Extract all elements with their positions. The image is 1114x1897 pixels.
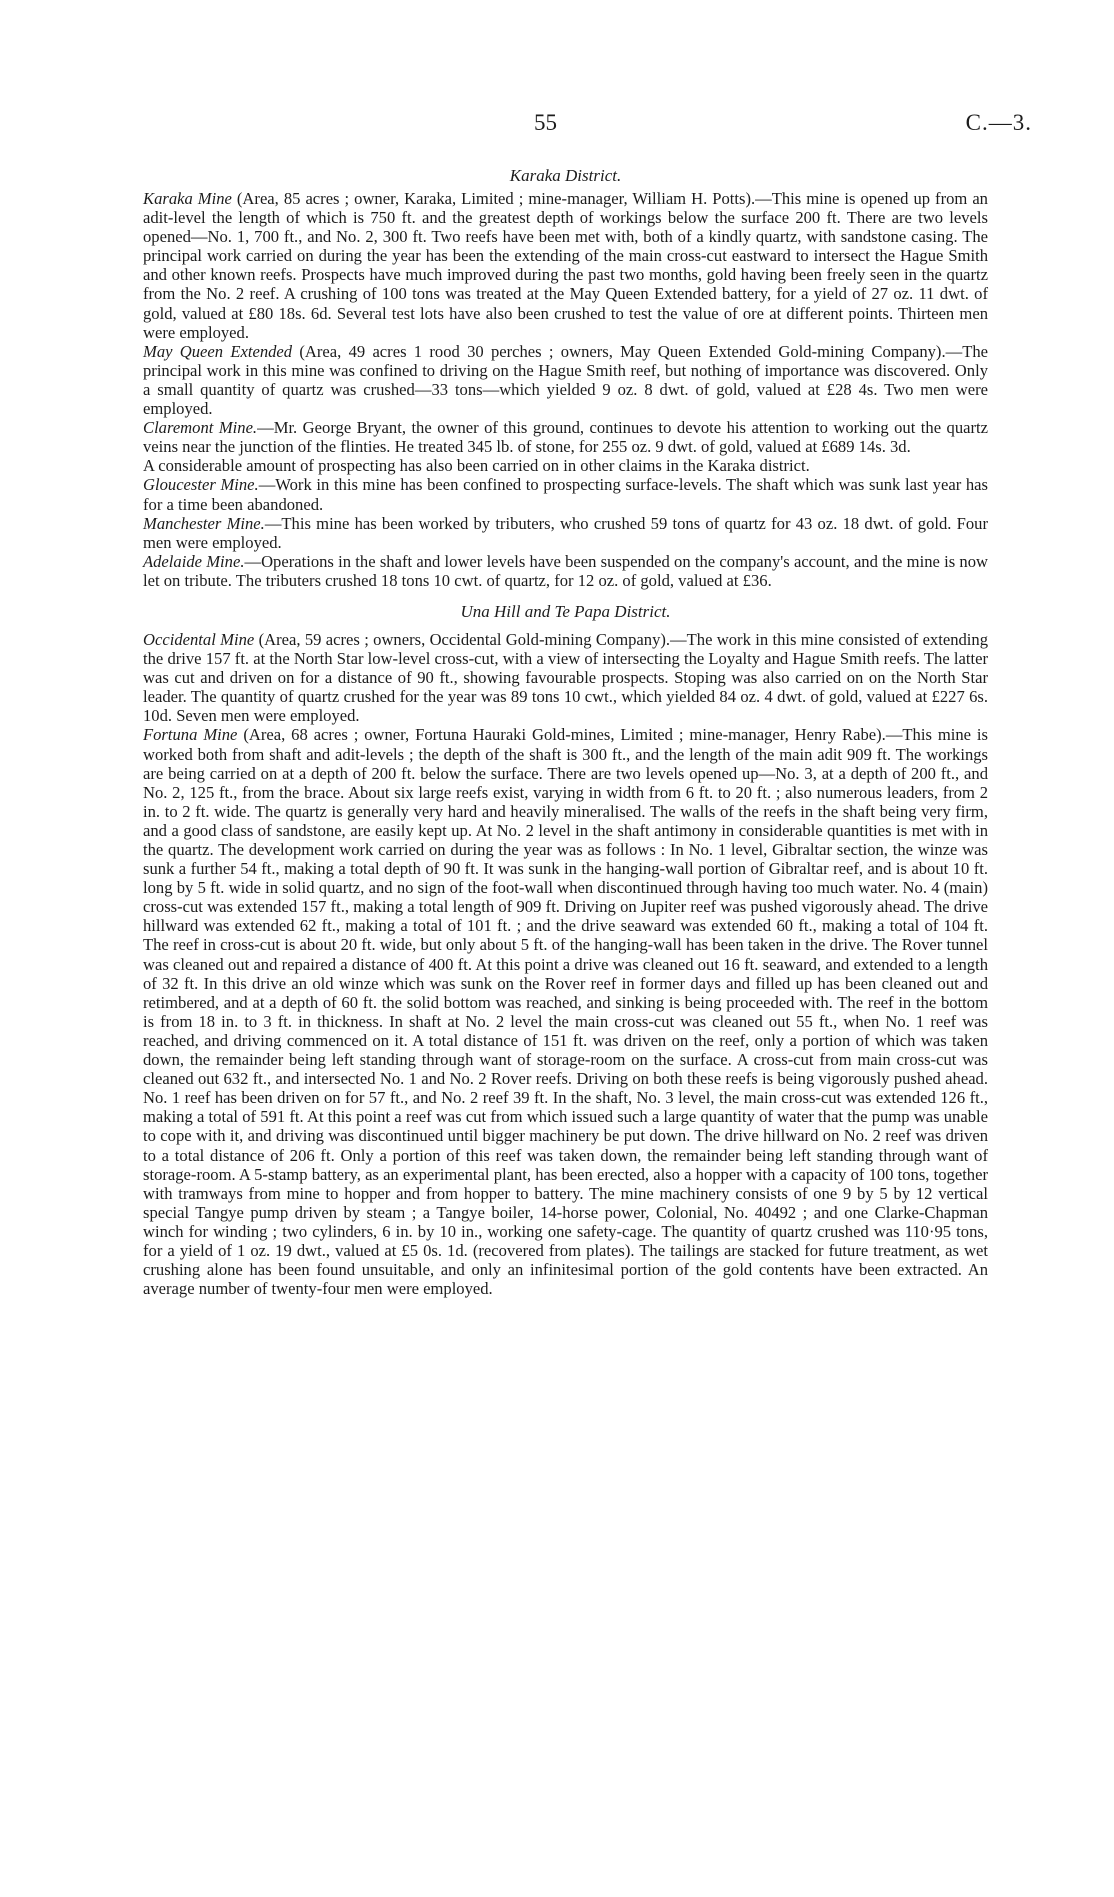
paragraph-text: —Operations in the shaft and lower levels have been suspended on the company's account, and the mine is now let on tribute. The tributers crushed 18 tons 10 cwt. of quartz, for 12 oz. of gold, valued at £36. (143, 551, 989, 590)
page-header (0, 110, 1114, 144)
paragraph-claremont-mine (143, 418, 988, 456)
paragraph-text: A considerable amount of prospecting has also been carried on in other claims in the Karaka district. (143, 456, 810, 476)
paragraph-gloucester-mine (143, 475, 988, 513)
paragraph-text: (Area, 49 acres 1 rood 30 perches ; owners, May Queen Extended Gold-mining Company).—The principal work in this mine was confined to driving on the Hague Smith reef, but nothing of importance was discovered. Only a small quantity of quartz was crushed—33 tons—which yielded 9 oz. 8 dwt. of gold, valued at £28 4s. Two men were employed. (143, 341, 988, 419)
paragraph-lead: Manchester Mine. (143, 513, 265, 533)
paragraph-lead: May Queen Extended (143, 341, 293, 361)
paragraph-occidental-mine (143, 630, 988, 725)
paragraph-prospecting (143, 456, 988, 475)
paragraph-karaka-mine (143, 189, 988, 342)
paragraph-fortuna-mine (143, 725, 988, 1298)
paragraph-text: —Work in this mine has been confined to prospecting surface-levels. The shaft which was sunk last year has for a time been abandoned. (143, 475, 988, 514)
paragraph-lead: Claremont Mine. (143, 418, 258, 438)
paragraph-text: —This mine has been worked by tributers, who crushed 59 tons of quartz for 43 oz. 18 dwt. of gold. Four men were employed. (143, 513, 989, 552)
section-heading-una-hill: Una Hill and Te Papa District. (460, 601, 671, 621)
page-body (143, 166, 988, 1298)
page-number: 55 (534, 110, 557, 135)
section-heading-karaka: Karaka District. (509, 166, 622, 185)
paragraph-lead: Fortuna Mine (143, 725, 238, 745)
paragraph-text: (Area, 85 acres ; owner, Karaka, Limited ; mine-manager, William H. Potts).—This mine is opened up from an adit-level the length of which is 750 ft. and the greatest depth of workings below the surface 200 ft. There are two levels opened—No. 1, 700 ft., and No. 2, 300 ft. Two reefs have been met with, both of a kindly quartz, with sandstone casing. The principal work carried on during the year has been the extending of the main cross-cut eastward to intersect the Hague Smith and other known reefs. Prospects have much improved during the past two months, gold having been freely seen in the quartz from the No. 2 reef. A crushing of 100 tons was treated at the May Queen Extended battery, for a yield of 27 oz. 11 dwt. of gold, valued at £80 18s. 6d. Several test lots have also been crushed to test the value of ore at different points. Thirteen men were employed. (143, 189, 988, 342)
paragraph-text: (Area, 68 acres ; owner, Fortuna Hauraki Gold-mines, Limited ; mine-manager, Henry Rabe).—This mine is worked both from shaft and adit-levels ; the depth of the shaft is 300 ft., and the length of the main adit 909 ft. The workings are being carried on at a depth of 200 ft. below the surface. There are two levels opened up—No. 3, at a depth of 200 ft., and No. 2, 125 ft., from the brace. About six large reefs exist, varying in width from 6 ft. to 20 ft. ; also numerous leaders, from 2 in. to 2 ft. wide. The quartz is generally very hard and heavily mineralised. The walls of the reefs in the shaft being very firm, and a good class of sandstone, are easily kept up. At No. 2 level in the shaft antimony in considerable quantities is met with in the quartz. The development work carried on during the year was as follows : In No. 1 level, Gibraltar section, the winze was sunk a further 54 ft., making a total depth of 90 ft. It was sunk in the hanging-wall portion of Gibraltar reef, and is about 10 ft. long by 5 ft. wide in solid quartz, and no sign of the foot-wall when discontinued through having too much water. No. 4 (main) cross-cut was extended 157 ft., making a total length of 909 ft. Driving on Jupiter reef was pushed vigorously ahead. The drive hillward was extended 62 ft., making a total of 101 ft. ; and the drive seaward was extended 60 ft., making a total of 104 ft. The reef in cross-cut is about 20 ft. wide, but only about 5 ft. of the hanging-wall has been taken in the drive. The Rover tunnel was cleaned out and repaired a distance of 400 ft. At this point a drive was cleaned out 16 ft. seaward, and extended to a length of 32 ft. In this drive an old winze which was sunk on the Rover reef in former days and filled up has been cleaned out and retimbered, and at a depth of 60 ft. the solid bottom was reached, and sinking is being proceeded with. The reef in the bottom is from 18 in. to 3 ft. in thickness. In shaft at No. 2 level the main cross-cut was cleaned out 55 ft., when No. 1 reef was reached, and driving commenced on it. A total distance of 151 ft. was driven on the reef, only a portion of which was taken down, the remainder being left standing through want of storage-room on the surface. A cross-cut from main cross-cut was cleaned out 632 ft., and intersected No. 1 and No. 2 Rover reefs. Driving on both these reefs is being vigorously pushed ahead. No. 1 reef has been driven on for 57 ft., and No. 2 reef 39 ft. In the shaft, No. 3 level, the main cross-cut was extended 126 ft., making a total of 591 ft. At this point a reef was cut from which issued such a large quantity of water that the pump was unable to cope with it, and driving was discontinued until bigger machinery be put down. The drive hillward on No. 2 reef was driven to a total distance of 206 ft. Only a portion of this reef was taken down, the remainder being left standing through want of storage-room. A 5-stamp battery, as an experimental plant, has been erected, also a hopper with a capacity of 100 tons, together with tramways from mine to hopper and from hopper to battery. The mine machinery consists of one 9 by 5 by 12 vertical special Tangye pump driven by steam ; a Tangye boiler, 14-horse power, Colonial, No. 40492 ; and one Clarke-Chapman winch for winding ; two cylinders, 6 in. by 10 in., working one safety-cage. The quantity of quartz crushed was 110·95 tons, for a yield of 1 oz. 19 dwt., valued at £5 0s. 1d. (recovered from plates). The tailings are stacked for future treatment, as wet crushing alone has been found unsuitable, and only an infinitesimal portion of the gold contents have been extracted. An average number of twenty-four men were employed. (143, 725, 988, 1299)
paragraph-lead: Karaka Mine (143, 189, 232, 208)
paragraph-lead: Occidental Mine (143, 629, 255, 649)
paragraph-manchester-mine (143, 514, 988, 552)
paragraph-may-queen-extended (143, 342, 988, 418)
paragraph-text: —Mr. George Bryant, the owner of this ground, continues to devote his attention to working out the quartz veins near the junction of the flinties. He treated 345 lb. of stone, for 255 oz. 9 dwt. of gold, valued at £689 14s. 3d. (143, 418, 989, 457)
paragraph-text: (Area, 59 acres ; owners, Occidental Gold-mining Company).—The work in this mine consisted of extending the drive 157 ft. at the North Star low-level cross-cut, with a view of intersecting the Loyalty and Hague Smith reefs. The latter was cut and driven on for a distance of 90 ft., showing favourable prospects. Stoping was also carried on on the North Star leader. The quantity of quartz crushed for the year was 89 tons 10 cwt., which yielded 84 oz. 4 dwt. of gold, valued at £227 6s. 10d. Seven men were employed. (143, 629, 989, 726)
paragraph-lead: Adelaide Mine. (143, 551, 245, 571)
paper-reference: C.—3. (965, 110, 1032, 135)
paragraph-lead: Gloucester Mine. (143, 475, 259, 495)
paragraph-adelaide-mine (143, 552, 988, 590)
